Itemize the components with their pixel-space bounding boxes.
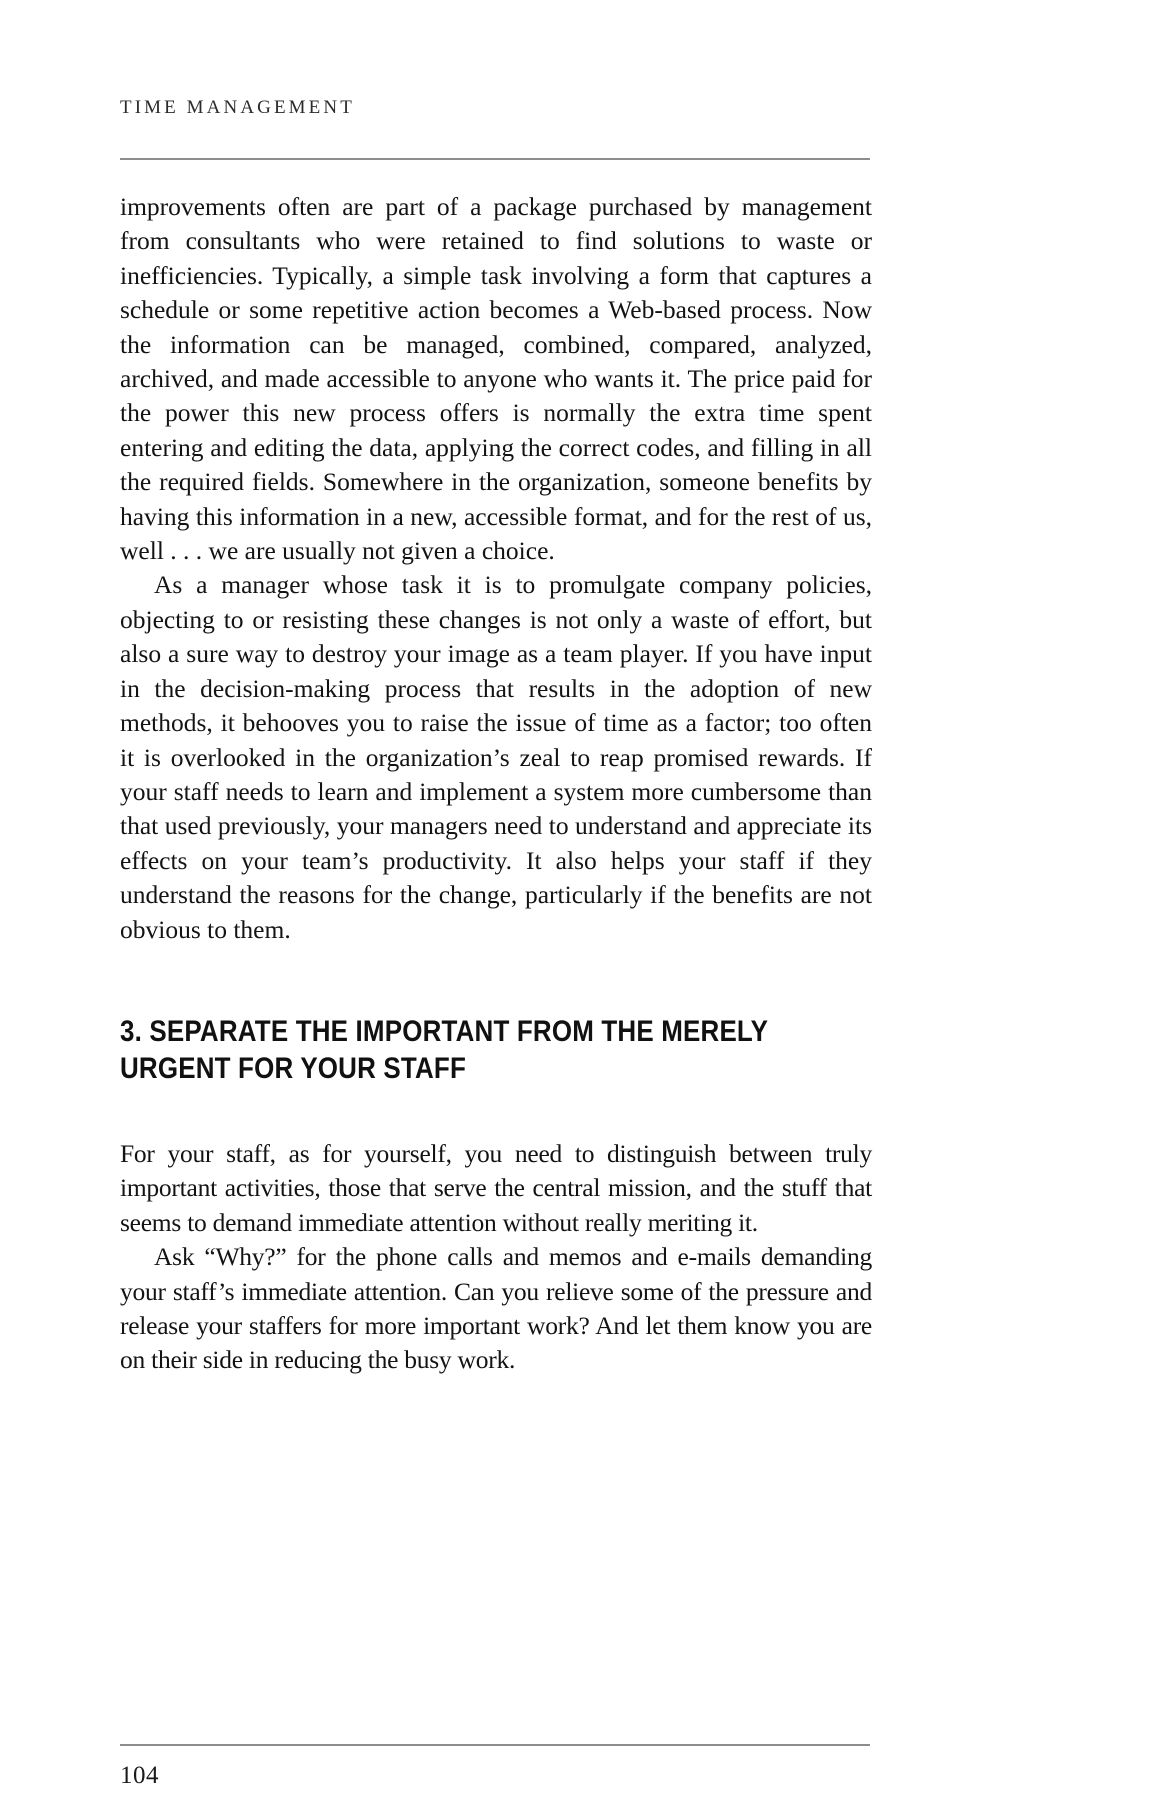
body-paragraph: For your staff, as for yourself, you need to distinguish between truly important activities, those that serve the central mission, and the stuff that seems to demand immediate attention without really meriting it. [120,1138,872,1237]
running-head: TIME MANAGEMENT [120,97,355,118]
section-heading-line-1: 3. SEPARATE THE IMPORTANT FROM THE MERELY URGENT FOR [120,1014,768,1085]
heading-spacer [120,947,872,1013]
after-heading-spacer [120,1087,872,1137]
header-rule [120,158,870,160]
section-heading-line-2: YOUR STAFF [300,1051,467,1085]
footer-rule [120,1744,870,1746]
body-paragraph: Ask “Why?” for the phone calls and memos and e-mails demanding your staff’s immediate attention. Can you relieve some of the pressure and release your staffers for more important work? And let them know you are on their side in reducing the busy work. [120,1242,872,1375]
body-paragraph: improvements often are part of a package purchased by management from consultants who were retained to find solutions to waste or inefficiencies. Typically, a simple task involving a form that captures a schedule or some repetitive action becomes a Web-based process. Now the information can be managed, combined, compared, analyzed, archived, and made accessible to anyone who wants it. The price paid for the power this new process offers is normally the extra time spent entering and editing the data, applying the correct codes, and filling in all the required fields. Somewhere in the organization, someone benefits by having this information in a new, accessible format, and for the rest of us, well . . . we are usually not given a choice. [120,192,872,566]
page-number: 104 [120,1762,159,1789]
text-column [120,190,872,1378]
body-paragraph: As a manager whose task it is to promulgate company policies, objecting to or resisting these changes is not only a waste of effort, but also a sure way to destroy your image as a team player. If you have input in the decision-making process that results in the adoption of new methods, it behooves you to raise the issue of time as a factor; too often it is overlooked in the organization’s zeal to reap promised rewards. If your staff needs to learn and implement a system more cumbersome than that used previously, your managers need to understand and appreciate its effects on your team’s productivity. It also helps your staff if they understand the reasons for the change, particularly if the benefits are not obvious to them. [120,570,872,944]
section-heading [120,1013,868,1087]
